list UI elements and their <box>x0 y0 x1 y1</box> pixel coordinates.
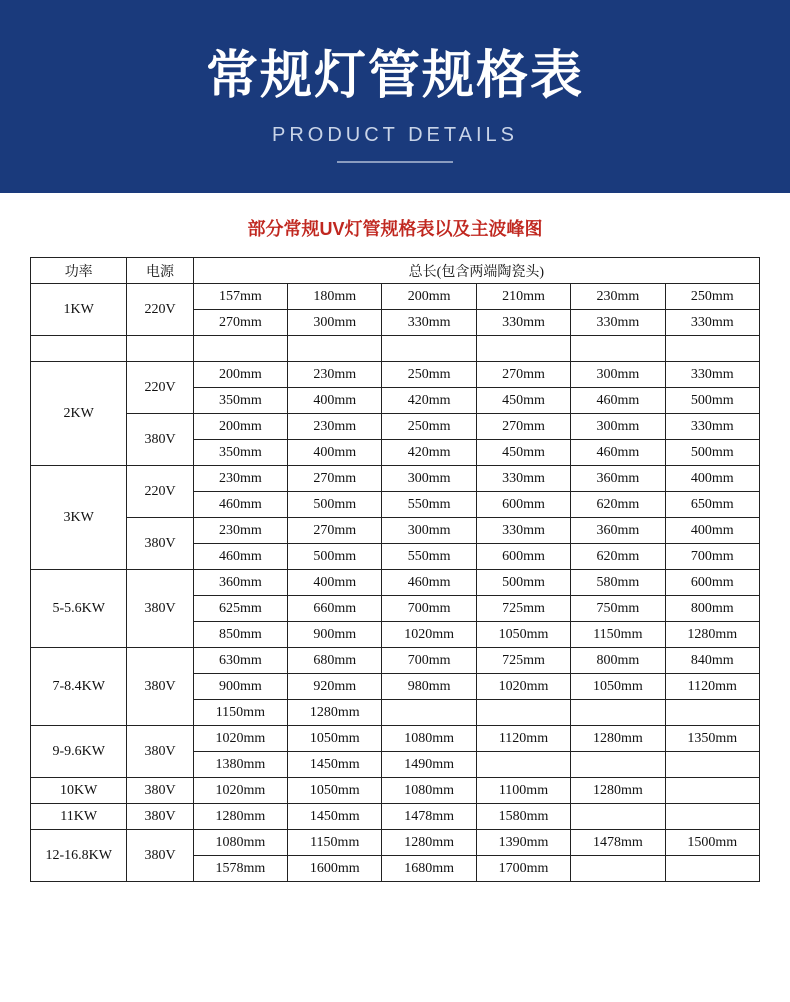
length-cell: 1280mm <box>665 622 759 648</box>
table-row <box>31 830 760 856</box>
length-cell: 750mm <box>571 596 665 622</box>
power-cell: 12-16.8KW <box>31 830 127 882</box>
spacer-cell <box>127 336 193 362</box>
header-power: 功率 <box>31 258 127 284</box>
empty-cell <box>665 700 759 726</box>
voltage-cell: 220V <box>127 284 193 336</box>
length-cell: 360mm <box>193 570 287 596</box>
length-cell: 1700mm <box>476 856 570 882</box>
length-cell: 580mm <box>571 570 665 596</box>
length-cell: 550mm <box>382 492 476 518</box>
length-cell: 500mm <box>665 388 759 414</box>
length-cell: 200mm <box>193 362 287 388</box>
table-row <box>31 284 760 310</box>
length-cell: 200mm <box>193 414 287 440</box>
voltage-cell: 380V <box>127 414 193 466</box>
length-cell: 250mm <box>382 362 476 388</box>
length-cell: 450mm <box>476 440 570 466</box>
voltage-cell: 380V <box>127 726 193 778</box>
length-cell: 620mm <box>571 492 665 518</box>
length-cell: 250mm <box>665 284 759 310</box>
length-cell: 230mm <box>288 414 382 440</box>
table-row <box>31 778 760 804</box>
length-cell: 200mm <box>382 284 476 310</box>
length-cell: 300mm <box>571 362 665 388</box>
empty-cell <box>382 700 476 726</box>
length-cell: 330mm <box>665 362 759 388</box>
voltage-cell: 380V <box>127 830 193 882</box>
length-cell: 500mm <box>665 440 759 466</box>
length-cell: 1050mm <box>288 778 382 804</box>
table-row <box>31 804 760 830</box>
length-cell: 157mm <box>193 284 287 310</box>
length-cell: 1050mm <box>476 622 570 648</box>
power-cell: 10KW <box>31 778 127 804</box>
length-cell: 460mm <box>193 492 287 518</box>
length-cell: 1120mm <box>476 726 570 752</box>
length-cell: 1578mm <box>193 856 287 882</box>
length-cell: 420mm <box>382 440 476 466</box>
page-title: 常规灯管规格表 <box>205 47 584 106</box>
table-row <box>31 466 760 492</box>
length-cell: 700mm <box>665 544 759 570</box>
voltage-cell: 220V <box>127 362 193 414</box>
length-cell: 1450mm <box>288 752 382 778</box>
length-cell: 180mm <box>288 284 382 310</box>
length-cell: 400mm <box>665 518 759 544</box>
length-cell: 330mm <box>476 310 570 336</box>
length-cell: 330mm <box>382 310 476 336</box>
spacer-cell <box>382 336 476 362</box>
length-cell: 620mm <box>571 544 665 570</box>
header-banner <box>0 0 790 193</box>
length-cell: 850mm <box>193 622 287 648</box>
length-cell: 360mm <box>571 466 665 492</box>
length-cell: 1350mm <box>665 726 759 752</box>
length-cell: 1450mm <box>288 804 382 830</box>
length-cell: 1150mm <box>193 700 287 726</box>
length-cell: 1380mm <box>193 752 287 778</box>
length-cell: 1280mm <box>382 830 476 856</box>
length-cell: 350mm <box>193 440 287 466</box>
length-cell: 230mm <box>288 362 382 388</box>
length-cell: 1020mm <box>476 674 570 700</box>
length-cell: 1150mm <box>571 622 665 648</box>
length-cell: 1280mm <box>193 804 287 830</box>
power-cell: 9-9.6KW <box>31 726 127 778</box>
length-cell: 400mm <box>288 570 382 596</box>
voltage-cell: 380V <box>127 518 193 570</box>
voltage-cell: 380V <box>127 778 193 804</box>
length-cell: 300mm <box>382 518 476 544</box>
power-cell: 7-8.4KW <box>31 648 127 726</box>
empty-cell <box>665 752 759 778</box>
length-cell: 900mm <box>288 622 382 648</box>
spacer-cell <box>193 336 287 362</box>
power-cell: 3KW <box>31 466 127 570</box>
table-row <box>31 726 760 752</box>
spec-table <box>30 257 760 882</box>
length-cell: 460mm <box>571 440 665 466</box>
length-cell: 230mm <box>193 466 287 492</box>
length-cell: 330mm <box>665 310 759 336</box>
voltage-cell: 380V <box>127 570 193 648</box>
table-spacer-row <box>31 336 760 362</box>
spacer-cell <box>665 336 759 362</box>
length-cell: 230mm <box>571 284 665 310</box>
length-cell: 600mm <box>665 570 759 596</box>
length-cell: 1478mm <box>571 830 665 856</box>
length-cell: 1580mm <box>476 804 570 830</box>
section-caption: 部分常规UV灯管规格表以及主波峰图 <box>247 219 543 239</box>
empty-cell <box>571 804 665 830</box>
length-cell: 1680mm <box>382 856 476 882</box>
length-cell: 1600mm <box>288 856 382 882</box>
length-cell: 1280mm <box>571 778 665 804</box>
length-cell: 500mm <box>476 570 570 596</box>
length-cell: 1478mm <box>382 804 476 830</box>
table-row <box>31 570 760 596</box>
length-cell: 1020mm <box>193 778 287 804</box>
table-row <box>31 648 760 674</box>
length-cell: 330mm <box>571 310 665 336</box>
length-cell: 600mm <box>476 544 570 570</box>
length-cell: 625mm <box>193 596 287 622</box>
length-cell: 920mm <box>288 674 382 700</box>
voltage-cell: 380V <box>127 804 193 830</box>
length-cell: 660mm <box>288 596 382 622</box>
length-cell: 1020mm <box>382 622 476 648</box>
length-cell: 500mm <box>288 492 382 518</box>
length-cell: 210mm <box>476 284 570 310</box>
length-cell: 800mm <box>665 596 759 622</box>
length-cell: 630mm <box>193 648 287 674</box>
empty-cell <box>476 752 570 778</box>
length-cell: 270mm <box>476 414 570 440</box>
page-subtitle: PRODUCT DETAILS <box>272 123 518 146</box>
length-cell: 1080mm <box>382 778 476 804</box>
length-cell: 1050mm <box>288 726 382 752</box>
length-cell: 500mm <box>288 544 382 570</box>
power-cell: 5-5.6KW <box>31 570 127 648</box>
length-cell: 270mm <box>193 310 287 336</box>
power-cell: 2KW <box>31 362 127 466</box>
table-row <box>31 518 760 544</box>
length-cell: 400mm <box>288 388 382 414</box>
length-cell: 330mm <box>476 466 570 492</box>
banner-divider <box>337 161 453 163</box>
length-cell: 250mm <box>382 414 476 440</box>
length-cell: 1280mm <box>288 700 382 726</box>
empty-cell <box>571 856 665 882</box>
length-cell: 980mm <box>382 674 476 700</box>
length-cell: 300mm <box>288 310 382 336</box>
empty-cell <box>665 804 759 830</box>
length-cell: 270mm <box>476 362 570 388</box>
length-cell: 800mm <box>571 648 665 674</box>
length-cell: 725mm <box>476 596 570 622</box>
length-cell: 650mm <box>665 492 759 518</box>
length-cell: 330mm <box>665 414 759 440</box>
spec-table-body <box>31 258 760 882</box>
length-cell: 1500mm <box>665 830 759 856</box>
length-cell: 460mm <box>382 570 476 596</box>
header-voltage: 电源 <box>127 258 193 284</box>
power-cell: 11KW <box>31 804 127 830</box>
length-cell: 900mm <box>193 674 287 700</box>
table-header-row <box>31 258 760 284</box>
length-cell: 1490mm <box>382 752 476 778</box>
spacer-cell <box>476 336 570 362</box>
length-cell: 1120mm <box>665 674 759 700</box>
length-cell: 840mm <box>665 648 759 674</box>
length-cell: 460mm <box>193 544 287 570</box>
empty-cell <box>476 700 570 726</box>
length-cell: 700mm <box>382 596 476 622</box>
voltage-cell: 220V <box>127 466 193 518</box>
length-cell: 270mm <box>288 466 382 492</box>
length-cell: 420mm <box>382 388 476 414</box>
length-cell: 600mm <box>476 492 570 518</box>
empty-cell <box>571 752 665 778</box>
length-cell: 330mm <box>476 518 570 544</box>
spec-table-container <box>0 257 790 882</box>
empty-cell <box>571 700 665 726</box>
length-cell: 1150mm <box>288 830 382 856</box>
length-cell: 270mm <box>288 518 382 544</box>
length-cell: 350mm <box>193 388 287 414</box>
empty-cell <box>665 856 759 882</box>
length-cell: 1020mm <box>193 726 287 752</box>
length-cell: 460mm <box>571 388 665 414</box>
length-cell: 400mm <box>288 440 382 466</box>
length-cell: 550mm <box>382 544 476 570</box>
length-cell: 1080mm <box>382 726 476 752</box>
length-cell: 725mm <box>476 648 570 674</box>
length-cell: 300mm <box>571 414 665 440</box>
length-cell: 680mm <box>288 648 382 674</box>
empty-cell <box>665 778 759 804</box>
length-cell: 230mm <box>193 518 287 544</box>
spacer-cell <box>31 336 127 362</box>
spacer-cell <box>571 336 665 362</box>
spacer-cell <box>288 336 382 362</box>
length-cell: 1050mm <box>571 674 665 700</box>
header-length: 总长(包含两端陶瓷头) <box>193 258 759 284</box>
length-cell: 1100mm <box>476 778 570 804</box>
power-cell: 1KW <box>31 284 127 336</box>
voltage-cell: 380V <box>127 648 193 726</box>
length-cell: 360mm <box>571 518 665 544</box>
length-cell: 300mm <box>382 466 476 492</box>
table-row <box>31 362 760 388</box>
length-cell: 700mm <box>382 648 476 674</box>
length-cell: 1280mm <box>571 726 665 752</box>
length-cell: 1080mm <box>193 830 287 856</box>
length-cell: 400mm <box>665 466 759 492</box>
length-cell: 1390mm <box>476 830 570 856</box>
length-cell: 450mm <box>476 388 570 414</box>
table-row <box>31 414 760 440</box>
